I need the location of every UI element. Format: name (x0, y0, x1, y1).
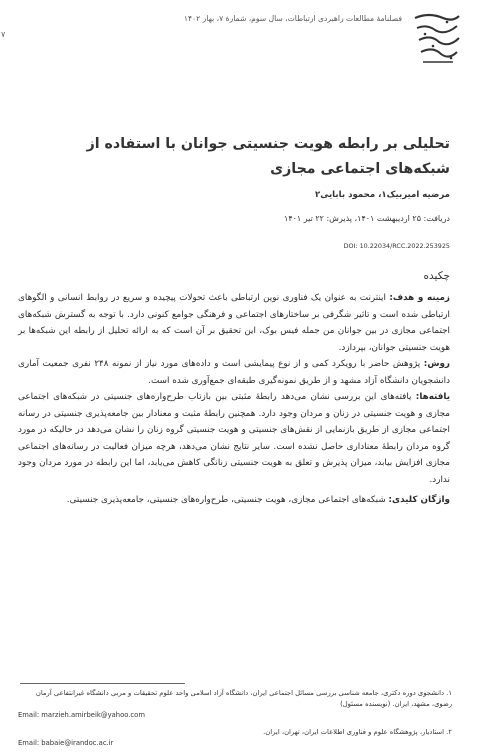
footnote-1: ۱. دانشجوی دوره دکتری، جامعه شناسی بررسی مسائل اجتماعی ایران، دانشگاه آزاد اسلامی واحد علوم تحقیقات و مربی دانشگاه غیرانتفاعی آرمان رضوی، مشهد، ایران. (نویسنده مسئول) (35, 689, 452, 708)
abstract-findings-label: یافته‌ها: (415, 392, 451, 402)
article-title: تحلیلی بر رابطه هویت جنسیتی جوانان با استفاده از شبکه‌های اجتماعی مجازی (86, 136, 450, 177)
abstract-method (18, 356, 450, 389)
abstract-background-label: زمینه و هدف: (389, 293, 450, 303)
footnote-2: ۲. استادیار، پژوهشگاه علوم و فناوری اطلاعات ایران، تهران، ایران. (263, 728, 452, 736)
journal-logo (409, 8, 465, 68)
abstract-method-label: روش: (423, 359, 450, 369)
abstract-findings-text: یافته‌های این بررسی نشان می‌دهد رابطۀ مثبتی بین بازتاب طرح‌واره‌های جنسیتی در شبکه‌های اجتماعی مجازی و هویت جنسیتی در زنان و مردان وجود دارد. همچنین رابطۀ مثبت و معنادار بین جامعه‌پذیری جنسیتی در رسانه اجتماعی مجازی از طریق بازنمایی از نقش‌های جنسیتی و هویت جنسیتی گروه زنان را نشان می‌دهد در حالیکه در مورد گروه مردان رابطۀ معناداری حاصل نشده است. سایر نتایج نشان می‌دهد، هرچه میزان فعالیت در رسانه‌های اجتماعی مجازی افزایش بیابد، میزان پذیرش و تعلق به هویت جنسیتی زنانگی کاهش می‌یابد، اما این رابطه در مورد مردان وجود ندارد. (18, 392, 450, 485)
journal-logo-mark (409, 8, 465, 68)
article-doi: DOI: 10.22034/RCC.2022.253925 (343, 242, 450, 250)
abstract-findings (18, 389, 450, 488)
page-number: ۷ (1, 30, 6, 39)
footnote-1-email: Email: marzieh.amirbeik@yahoo.com (18, 711, 145, 719)
abstract-body (18, 290, 450, 509)
abstract-keywords-label: واژگان کلیدی: (388, 495, 450, 505)
footnote-divider (20, 683, 185, 684)
abstract-method-text: پژوهش حاضر با رویکرد کمی و از نوع پیمایشی است و داده‌های مورد نیاز از نمونه ۲۴۸ نفری جمعیت آماری دانشجویان دانشگاه آزاد مشهد و از طریق نمونه‌گیری طبقه‌ای جمع‌آوری شده است. (18, 359, 450, 386)
article-dates: دریافت: ۲۵ اردیبهشت ۱۴۰۱، پذیرش: ۲۲ تیر ۱۴۰۱ (284, 214, 450, 223)
abstract-background-text: اینترنت به عنوان یک فناوری نوین ارتباطی باعث تحولات پیچیده و سریع در روابط انسانی و الگوهای ارتباطی شده است و تاثیر شگرفی بر ساختارهای اجتماعی و فرهنگی جوامع کنونی دارد. با توجه به گسترش شبکه‌های اجتماعی مجازی در بین جوانان من جمله فیس بوک، این تحقیق بر آن است که به ارائه تحلیل از رابطه این شبکه‌ها بر هویت جنسیتی جوانان، بپردازد. (18, 293, 450, 353)
abstract-keywords-text: شبکه‌های اجتماعی مجازی، هویت جنسیتی، طرح‌واره‌های جنسیتی، جامعه‌پذیری جنسیتی. (66, 495, 386, 505)
abstract-background (18, 290, 450, 356)
running-header: فصلنامۀ مطالعات راهبردی ارتباطات، سال سوم، شمارۀ ۷، بهار ۱۴۰۲ (183, 14, 402, 23)
article-authors: مرضیه امیربیک۱، محمود بابایی۲ (315, 190, 450, 200)
footnote-2-email: Email: babaie@irandoc.ac.ir (18, 739, 114, 747)
abstract-keywords (18, 492, 450, 509)
abstract-heading: چکیده (423, 270, 450, 282)
footnotes (18, 688, 452, 749)
